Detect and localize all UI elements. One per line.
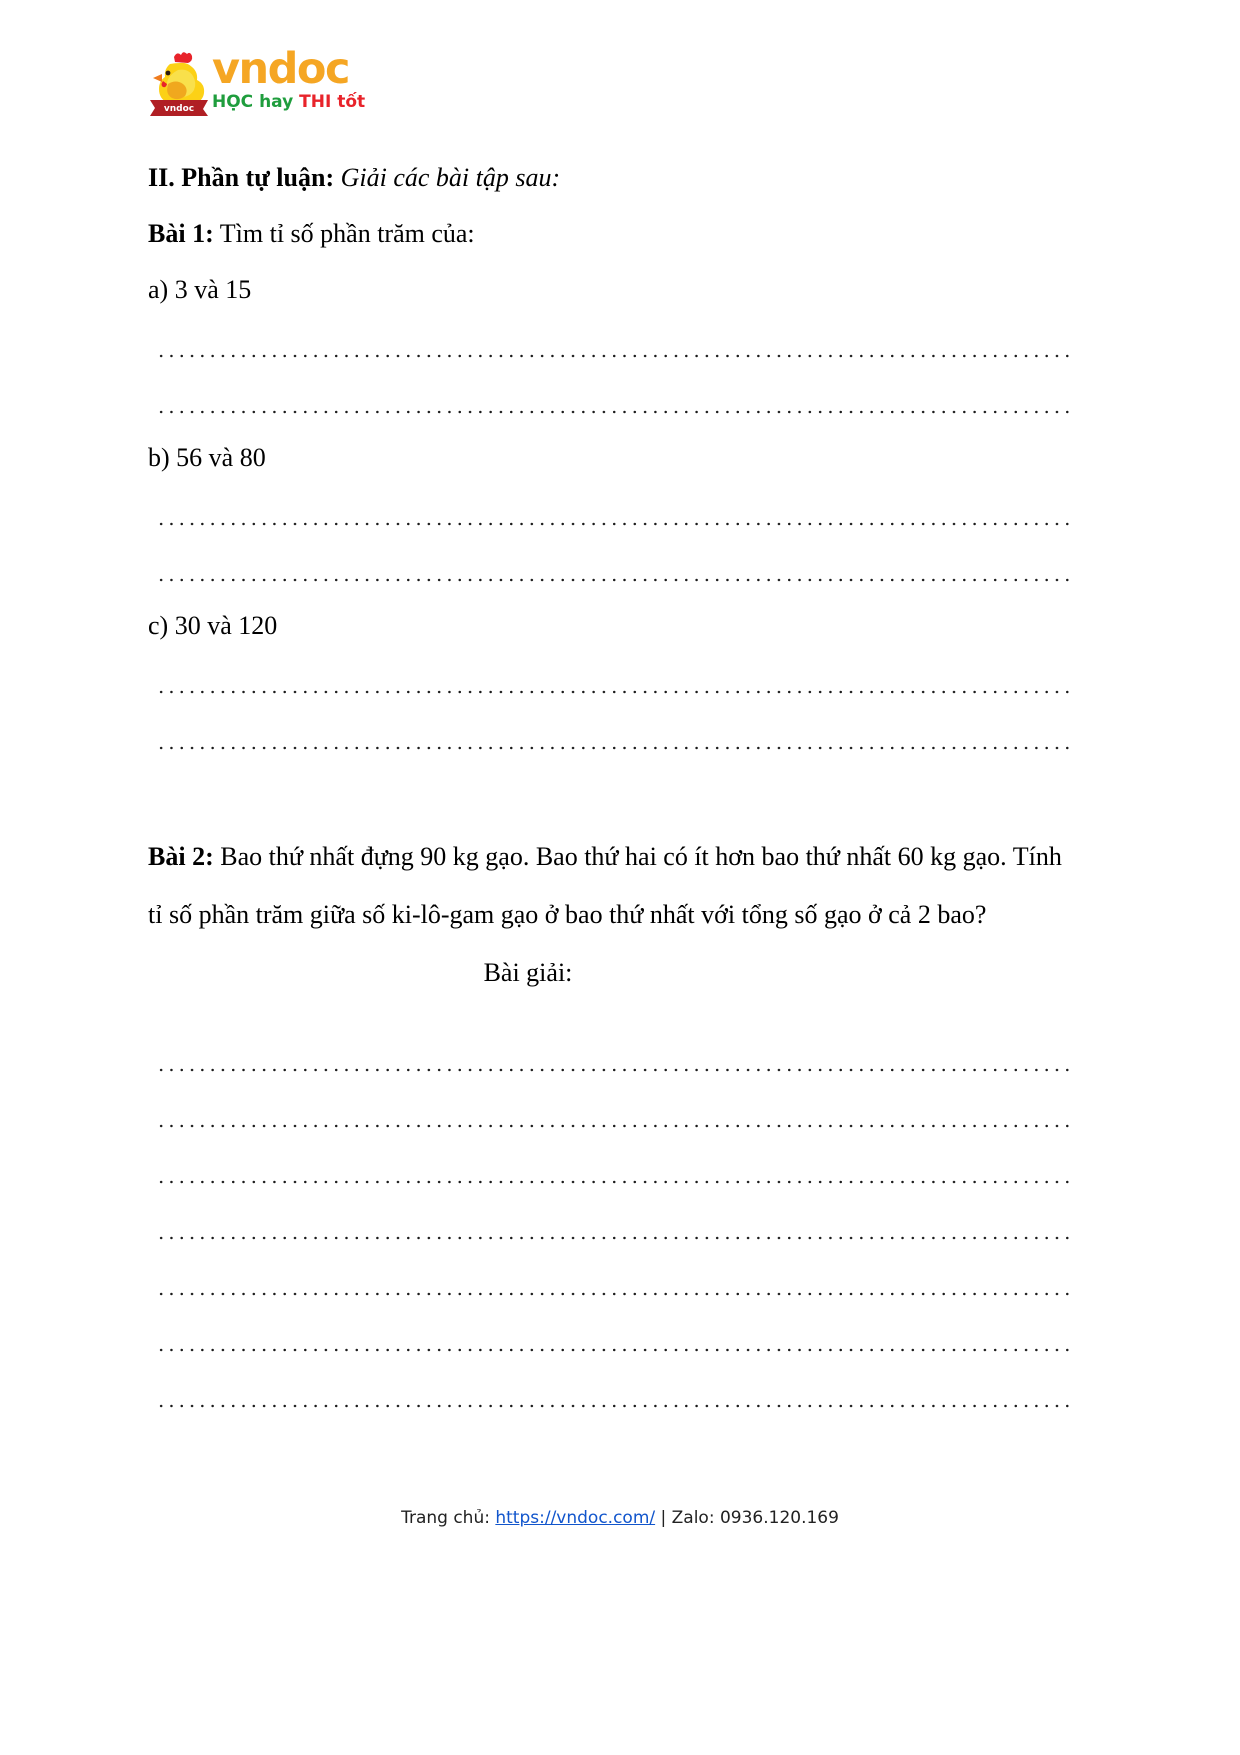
exercise-1-prompt: Tìm tỉ số phần trăm của: <box>213 219 475 248</box>
answer-line[interactable] <box>148 654 1073 710</box>
footer-homepage-link[interactable]: https://vndoc.com/ <box>495 1508 656 1528</box>
answer-line[interactable] <box>148 318 1073 374</box>
page-footer <box>0 1508 1240 1528</box>
footer-prefix: Trang chủ: <box>401 1508 496 1528</box>
logo-tagline-red: THI tốt <box>299 92 366 112</box>
answer-line[interactable] <box>148 1144 1073 1200</box>
footer-suffix: | Zalo: 0936.120.169 <box>655 1508 839 1528</box>
answer-line[interactable] <box>148 1312 1073 1368</box>
exercise-1-item-c: c) 30 và 120 <box>148 611 278 640</box>
spacer <box>148 1002 1073 1032</box>
answer-line[interactable] <box>148 486 1073 542</box>
answer-line[interactable] <box>148 1032 1073 1088</box>
vndoc-logo[interactable] <box>148 44 468 122</box>
section-heading <box>148 150 1073 206</box>
spacer <box>148 766 1073 828</box>
answer-line[interactable] <box>148 1200 1073 1256</box>
exercise-2-prompt: Bao thứ nhất đựng 90 kg gạo. Bao thứ hai có ít hơn bao thứ nhất 60 kg gạo. Tính tỉ số phần trăm giữa số ki-lô-gam gạo ở bao thứ nhất với tổng số gạo ở cả 2 bao? <box>148 842 1062 929</box>
solution-heading: Bài giải: <box>483 958 573 987</box>
answer-line[interactable] <box>148 542 1073 598</box>
document-body <box>148 150 1073 1424</box>
logo-tagline-green: HỌC hay <box>212 92 300 112</box>
answer-line[interactable] <box>148 710 1073 766</box>
svg-text:vndoc: vndoc <box>163 104 195 114</box>
exercise-1-item-a: a) 3 và 15 <box>148 275 252 304</box>
logo-tagline <box>212 93 462 112</box>
rooster-mascot-icon <box>148 50 210 116</box>
exercise-1-heading <box>148 206 1073 262</box>
answer-line[interactable] <box>148 1368 1073 1424</box>
answer-line[interactable] <box>148 1088 1073 1144</box>
exercise-1-label: Bài 1: <box>148 219 214 248</box>
section-heading-italic: Giải các bài tập sau: <box>334 163 561 192</box>
section-heading-bold: II. Phần tự luận: <box>148 163 335 192</box>
answer-line[interactable] <box>148 1256 1073 1312</box>
logo-wordmark: vndoc <box>212 44 349 94</box>
exercise-2-heading <box>148 828 1073 944</box>
exercise-1-item-b: b) 56 và 80 <box>148 443 266 472</box>
exercise-2-label: Bài 2: <box>148 842 214 871</box>
answer-line[interactable] <box>148 374 1073 430</box>
logo-text <box>212 46 462 112</box>
